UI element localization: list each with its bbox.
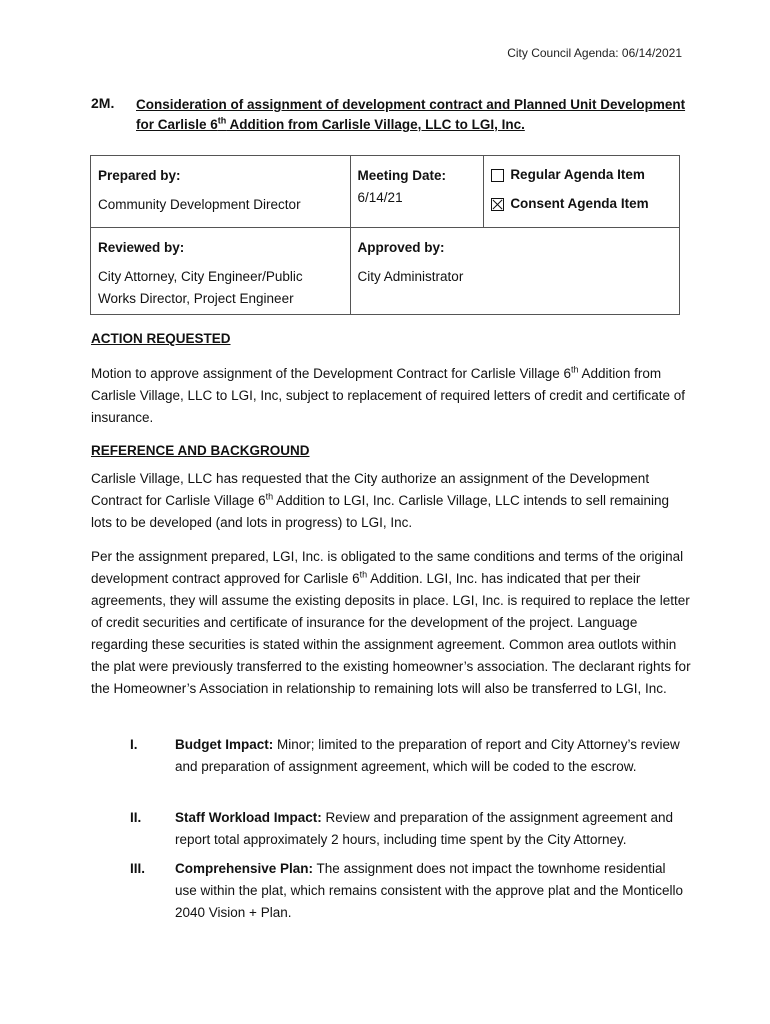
item-title-part1: Consideration of assignment of development contract and Planned Unit Development for Carlisle 6 — [136, 97, 686, 132]
impact-numeral: II. — [130, 810, 142, 825]
impact-numeral: III. — [130, 861, 146, 876]
reference-paragraph-1 — [91, 468, 691, 534]
budget-impact-item — [130, 734, 690, 778]
consent-agenda-label: Consent Agenda Item — [510, 196, 649, 211]
staff-workload-impact-item — [130, 807, 690, 851]
reviewed-by-cell — [91, 228, 351, 315]
agenda-type-cell — [484, 156, 680, 228]
impact-text: The assignment does not impact the townhome residential use within the plat, which remains consistent with the approve plat and the Monticello 2040 Vision + Plan. — [175, 861, 684, 920]
comprehensive-plan-item — [130, 858, 690, 924]
action-text-part2: Addition from Carlisle Village, LLC to LGI, Inc, subject to replacement of required letters of credit and certificate of insurance. — [91, 366, 686, 425]
item-title-sup: th — [217, 115, 227, 126]
reference-heading: REFERENCE AND BACKGROUND — [91, 443, 310, 458]
meeting-date-label: Meeting Date: — [357, 168, 447, 183]
impact-label: Budget Impact: — [175, 737, 274, 752]
meta-table — [90, 155, 680, 315]
meeting-date-cell — [350, 156, 484, 228]
agenda-header: City Council Agenda: 06/14/2021 — [507, 46, 682, 60]
reference-p1-sup: th — [265, 491, 274, 502]
impact-label: Comprehensive Plan: — [175, 861, 314, 876]
action-requested-text — [91, 363, 691, 429]
reviewed-by-value: City Attorney, City Engineer/Public Works Director, Project Engineer — [98, 269, 303, 306]
consent-agenda-option — [491, 195, 672, 213]
impact-text: Minor; limited to the preparation of report and City Attorney’s review and preparation of assignment agreement, which will be coded to the escrow. — [175, 737, 680, 774]
approved-by-cell — [350, 228, 679, 315]
reference-p1-part2: Addition to LGI, Inc. Carlisle Village, LLC intends to sell remaining lots to be developed (and lots in progress) to LGI, Inc. — [91, 493, 670, 530]
meeting-date-value: 6/14/21 — [357, 190, 403, 205]
reference-p1-part1: Carlisle Village, LLC has requested that the City authorize an assignment of the Development Contract for Carlisle Village 6 — [91, 471, 650, 508]
approved-by-label: Approved by: — [357, 240, 445, 255]
impact-text: Review and preparation of the assignment agreement and report total approximately 2 hours, including time spent by the City Attorney. — [175, 810, 673, 847]
prepared-by-label: Prepared by: — [98, 168, 181, 183]
reviewed-by-label: Reviewed by: — [98, 240, 185, 255]
item-number: 2M. — [91, 95, 115, 111]
reference-paragraph-2 — [91, 546, 691, 700]
item-title-part2: Addition from Carlisle Village, LLC to LGI, Inc. — [226, 117, 525, 132]
prepared-by-value: Community Development Director — [98, 197, 301, 212]
regular-agenda-option — [491, 166, 672, 184]
approved-by-value: City Administrator — [357, 269, 464, 284]
consent-agenda-checkbox — [491, 198, 504, 211]
reference-p2-part2: Addition. LGI, Inc. has indicated that per their agreements, they will assume the existing deposits in place. LGI, Inc. is required to replace the letter of credit securities and certificate of insurance for the development of the project. Language regarding these securities is stated within the assignment agreement. Common area outlots within the plat were previously transferred to the existing homeowner’s association. The declarant rights for the Homeowner’s Association in relationship to remaining lots will also be transferred to LGI, Inc. — [91, 571, 691, 696]
reference-p2-part1: Per the assignment prepared, LGI, Inc. is obligated to the same conditions and terms of the original development contract approved for Carlisle 6 — [91, 549, 684, 586]
prepared-by-cell — [91, 156, 351, 228]
item-title — [136, 95, 696, 135]
impact-numeral: I. — [130, 737, 138, 752]
action-requested-heading: ACTION REQUESTED — [91, 331, 231, 346]
action-text-sup: th — [571, 364, 579, 375]
regular-agenda-label: Regular Agenda Item — [510, 167, 645, 182]
regular-agenda-checkbox — [491, 169, 504, 182]
impact-label: Staff Workload Impact: — [175, 810, 322, 825]
action-text-part1: Motion to approve assignment of the Development Contract for Carlisle Village 6 — [91, 366, 572, 381]
reference-p2-sup: th — [359, 569, 368, 580]
